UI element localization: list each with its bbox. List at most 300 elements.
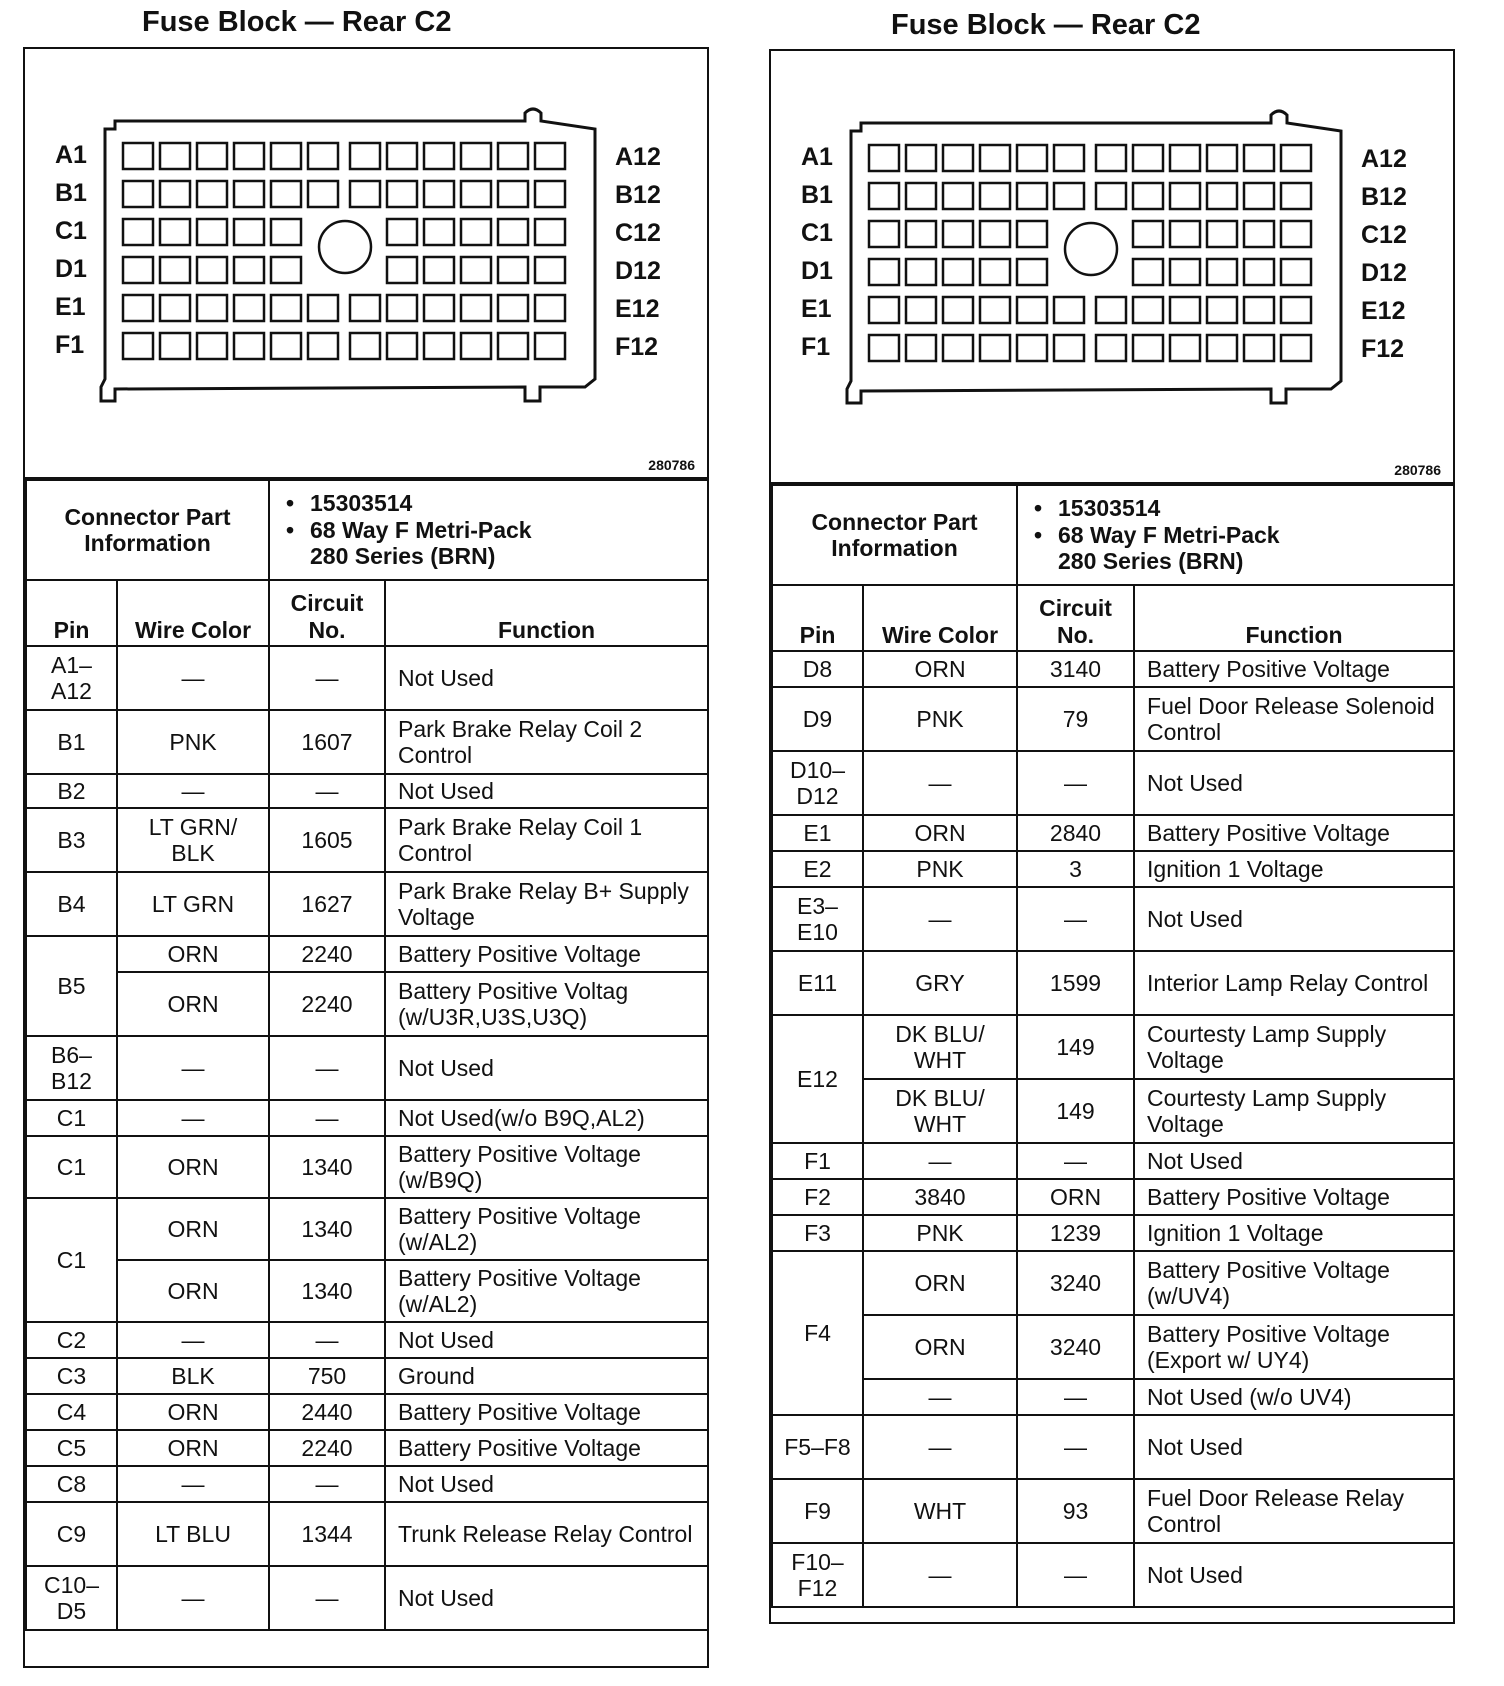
pin-cavity (498, 143, 528, 169)
pin-cavity (906, 145, 936, 171)
table-row (26, 872, 708, 936)
table-row (26, 936, 708, 972)
table-row (26, 646, 708, 710)
circuit-cell: — (269, 1036, 385, 1100)
pin-cell: B1 (26, 710, 117, 774)
pin-cavity (535, 143, 565, 169)
function-cell: Ignition 1 Voltage (1134, 851, 1454, 887)
left-panel-title: Fuse Block — Rear C2 (142, 6, 452, 38)
pin-cavity (1017, 145, 1047, 171)
pin-cavity (197, 333, 227, 359)
right-panel (769, 49, 1455, 1624)
pin-cell: F2 (772, 1179, 863, 1215)
function-cell: Battery Positive Voltage (w/UV4) (1134, 1251, 1454, 1315)
pin-cavity (308, 295, 338, 321)
left-figure-id: 280786 (648, 457, 695, 473)
table-row (26, 1502, 708, 1566)
pin-cavity (160, 333, 190, 359)
left-col-function: Function (385, 580, 708, 646)
circuit-cell: 1607 (269, 710, 385, 774)
pin-cavity (424, 333, 454, 359)
pin-cavity (943, 297, 973, 323)
function-cell: Not Used (385, 774, 708, 808)
pin-cavity (1096, 297, 1126, 323)
pin-cavity (1133, 221, 1163, 247)
function-cell: Ignition 1 Voltage (1134, 1215, 1454, 1251)
left-row-end-f: F12 (615, 333, 659, 361)
right-column-headers (772, 585, 1454, 651)
pin-cavity (234, 257, 264, 283)
function-cell: Battery Positive Voltage (385, 936, 708, 972)
polarization-hole (1065, 223, 1117, 275)
circuit-cell: 3 (1017, 851, 1134, 887)
circuit-cell: 149 (1017, 1079, 1134, 1143)
function-cell: Ground (385, 1358, 708, 1394)
pin-cavity (123, 295, 153, 321)
pin-cell: E1 (772, 815, 863, 851)
function-cell: Not Used (385, 646, 708, 710)
left-row-end-e: E12 (615, 295, 660, 323)
table-row (26, 1322, 708, 1358)
right-connector-figure (771, 51, 1453, 484)
right-table-body (772, 651, 1454, 1607)
pin-cavity (123, 257, 153, 283)
pin-cavity (980, 183, 1010, 209)
pin-cell: C3 (26, 1358, 117, 1394)
circuit-cell: 1605 (269, 808, 385, 872)
pin-cavity (1017, 221, 1047, 247)
pin-cell: A1–A12 (26, 646, 117, 710)
table-row (26, 1036, 708, 1100)
pin-cavity (906, 183, 936, 209)
pin-cell: C8 (26, 1466, 117, 1502)
table-row (772, 1251, 1454, 1315)
pin-cell: C1 (26, 1198, 117, 1322)
function-cell: Trunk Release Relay Control (385, 1502, 708, 1566)
pin-cavity (1207, 183, 1237, 209)
function-cell: Not Used (1134, 1143, 1454, 1179)
function-cell: Not Used(w/o B9Q,AL2) (385, 1100, 708, 1136)
table-row (26, 1198, 708, 1260)
wire-color-cell: — (117, 1100, 269, 1136)
function-cell: Park Brake Relay Coil 2 Control (385, 710, 708, 774)
pin-cavity (234, 181, 264, 207)
circuit-cell: 1340 (269, 1260, 385, 1322)
function-cell: Fuel Door Release Solenoid Control (1134, 687, 1454, 751)
table-row (772, 951, 1454, 1015)
pin-cavity (1017, 259, 1047, 285)
table-row (772, 1479, 1454, 1543)
right-row-end-d: D12 (1361, 259, 1407, 287)
circuit-cell: 1599 (1017, 951, 1134, 1015)
table-row (772, 1179, 1454, 1215)
right-col-circuit: Circuit No. (1017, 585, 1134, 651)
left-col-circuit: Circuit No. (269, 580, 385, 646)
right-row-end-f: F12 (1361, 335, 1405, 363)
circuit-cell: — (269, 1466, 385, 1502)
function-cell: Not Used (385, 1466, 708, 1502)
table-row (772, 815, 1454, 851)
pin-cavity (980, 145, 1010, 171)
pin-cavity (424, 143, 454, 169)
pin-cavity (1133, 335, 1163, 361)
pin-cell: D9 (772, 687, 863, 751)
circuit-cell: 93 (1017, 1479, 1134, 1543)
pin-cavity (123, 219, 153, 245)
circuit-cell: 3140 (1017, 651, 1134, 687)
table-row (26, 710, 708, 774)
circuit-cell: — (1017, 1543, 1134, 1607)
table-row (26, 808, 708, 872)
pin-cavity (1096, 183, 1126, 209)
pin-cavity (160, 257, 190, 283)
right-connector-info-details (1017, 485, 1454, 585)
wire-color-cell: PNK (863, 687, 1017, 751)
pin-cell: B3 (26, 808, 117, 872)
pin-cavity (1170, 259, 1200, 285)
right-row-label-e: E1 (801, 295, 832, 323)
pin-cavity (350, 333, 380, 359)
pin-cavity (869, 335, 899, 361)
right-col-wire: Wire Color (863, 585, 1017, 651)
pin-cell: C5 (26, 1430, 117, 1466)
function-cell: Not Used (385, 1036, 708, 1100)
pin-cavity (906, 259, 936, 285)
pin-cavity (197, 143, 227, 169)
pin-cavity (271, 143, 301, 169)
pin-cavity (160, 295, 190, 321)
pin-cavity (498, 181, 528, 207)
pin-cavity (197, 219, 227, 245)
pin-cavity (498, 333, 528, 359)
pin-cavity (1281, 183, 1311, 209)
pin-cavity (943, 145, 973, 171)
right-col-function: Function (1134, 585, 1454, 651)
table-row (772, 651, 1454, 687)
pin-cavity (234, 219, 264, 245)
pin-cavity (387, 219, 417, 245)
right-row-label-a: A1 (801, 143, 833, 171)
wire-color-cell: — (863, 1143, 1017, 1179)
wire-color-cell: — (863, 887, 1017, 951)
pin-cell: F4 (772, 1251, 863, 1415)
function-cell: Battery Positive Voltage (1134, 815, 1454, 851)
pin-cavity (160, 143, 190, 169)
table-row (26, 1358, 708, 1394)
circuit-cell: — (1017, 887, 1134, 951)
table-row (772, 751, 1454, 815)
pin-cavity (869, 183, 899, 209)
circuit-cell: — (269, 1100, 385, 1136)
pin-cavity (461, 181, 491, 207)
right-row-label-d: D1 (801, 257, 833, 285)
wire-color-cell: — (117, 774, 269, 808)
left-connector-series: 280 Series (BRN) (310, 543, 496, 570)
function-cell: Battery Positive Voltage (w/AL2) (385, 1260, 708, 1322)
left-connector-desc: • 68 Way F Metri-Pack (310, 517, 701, 543)
left-row-label-a: A1 (55, 141, 87, 169)
wire-color-cell: — (117, 1322, 269, 1358)
wire-color-cell: ORN (117, 1136, 269, 1198)
pin-cavity (869, 297, 899, 323)
pin-cavity (498, 219, 528, 245)
pin-cavity (461, 143, 491, 169)
wire-color-cell: — (863, 1415, 1017, 1479)
circuit-cell: 2240 (269, 1430, 385, 1466)
function-cell: Interior Lamp Relay Control (1134, 951, 1454, 1015)
circuit-cell: 2240 (269, 936, 385, 972)
wire-color-cell: — (117, 1036, 269, 1100)
pin-cavity (461, 295, 491, 321)
right-row-end-b: B12 (1361, 183, 1407, 211)
right-connector-body (847, 111, 1341, 403)
wire-color-cell: LT GRN/ BLK (117, 808, 269, 872)
wire-color-cell: PNK (117, 710, 269, 774)
right-row-label-c: C1 (801, 219, 833, 247)
wire-color-cell: — (863, 1379, 1017, 1415)
circuit-cell: — (269, 1322, 385, 1358)
left-connector-body (101, 109, 595, 401)
pin-cavity (424, 295, 454, 321)
wire-color-cell: ORN (863, 1251, 1017, 1315)
left-row-end-c: C12 (615, 219, 661, 247)
pin-cavity (1244, 221, 1274, 247)
pin-cell: D8 (772, 651, 863, 687)
pin-cell: F1 (772, 1143, 863, 1179)
pin-cavity (1170, 145, 1200, 171)
circuit-cell: — (269, 774, 385, 808)
wire-color-cell: 3840 (863, 1179, 1017, 1215)
table-row (772, 851, 1454, 887)
left-row-label-e: E1 (55, 293, 86, 321)
pin-cavity (1133, 259, 1163, 285)
pin-cavity (461, 257, 491, 283)
pin-cell: E12 (772, 1015, 863, 1143)
circuit-cell: 1344 (269, 1502, 385, 1566)
right-panel-title: Fuse Block — Rear C2 (891, 9, 1201, 41)
wire-color-cell: ORN (863, 1315, 1017, 1379)
function-cell: Not Used (1134, 1415, 1454, 1479)
table-row (26, 1466, 708, 1502)
circuit-cell: 3240 (1017, 1315, 1134, 1379)
pin-cavity (197, 295, 227, 321)
pin-cavity (271, 333, 301, 359)
pin-cavity (197, 181, 227, 207)
left-connector-diagram (25, 49, 707, 479)
pin-cell: F3 (772, 1215, 863, 1251)
pin-cavity (1244, 259, 1274, 285)
table-row (26, 1260, 708, 1322)
left-connector-info-header: Connector Part Information (26, 480, 269, 580)
left-pin-table (25, 479, 709, 1631)
pin-cavity (1207, 145, 1237, 171)
wire-color-cell: BLK (117, 1358, 269, 1394)
pin-cavity (1207, 335, 1237, 361)
table-row (772, 1143, 1454, 1179)
left-row-label-f: F1 (55, 331, 85, 359)
wire-color-cell: LT BLU (117, 1502, 269, 1566)
pin-cavity (1133, 145, 1163, 171)
pin-cavity (1281, 221, 1311, 247)
pin-cavity (1133, 183, 1163, 209)
table-row (772, 1015, 1454, 1079)
circuit-cell: — (1017, 751, 1134, 815)
pin-cell: C4 (26, 1394, 117, 1430)
function-cell: Not Used (1134, 887, 1454, 951)
left-panel (23, 47, 709, 1668)
table-row (772, 887, 1454, 951)
circuit-cell: ORN (1017, 1179, 1134, 1215)
table-row (26, 774, 708, 808)
circuit-cell: — (269, 646, 385, 710)
pin-cell: E2 (772, 851, 863, 887)
pin-cell: F9 (772, 1479, 863, 1543)
pin-cavity (160, 219, 190, 245)
pin-cavity (123, 333, 153, 359)
pin-cavity (535, 219, 565, 245)
wire-color-cell: DK BLU/ WHT (863, 1079, 1017, 1143)
wire-color-cell: WHT (863, 1479, 1017, 1543)
wire-color-cell: ORN (117, 936, 269, 972)
right-row-end-e: E12 (1361, 297, 1406, 325)
pin-cavity (980, 297, 1010, 323)
left-column-headers (26, 580, 708, 646)
pin-cavity (1244, 183, 1274, 209)
pin-cavity (234, 333, 264, 359)
circuit-cell: 750 (269, 1358, 385, 1394)
wire-color-cell: ORN (117, 1430, 269, 1466)
left-connector-figure (25, 49, 707, 479)
pin-cavity (271, 181, 301, 207)
right-connector-desc: • 68 Way F Metri-Pack (1058, 522, 1447, 548)
left-col-pin: Pin (26, 580, 117, 646)
right-connector-info-header: Connector Part Information (772, 485, 1017, 585)
pin-cell: E3–E10 (772, 887, 863, 951)
right-row-label-b: B1 (801, 181, 833, 209)
pin-cell: C2 (26, 1322, 117, 1358)
pin-cavity (1017, 183, 1047, 209)
function-cell: Battery Positive Voltage (Export w/ UY4) (1134, 1315, 1454, 1379)
right-part-number: • 15303514 (1058, 495, 1447, 521)
wire-color-cell: ORN (117, 1260, 269, 1322)
pin-cell: E11 (772, 951, 863, 1015)
pin-cavity (308, 333, 338, 359)
table-row (772, 687, 1454, 751)
left-row-end-d: D12 (615, 257, 661, 285)
pin-cavity (906, 335, 936, 361)
polarization-hole (319, 221, 371, 273)
table-row (26, 1394, 708, 1430)
pin-cavity (1170, 297, 1200, 323)
pin-cavity (350, 143, 380, 169)
function-cell: Not Used (1134, 1543, 1454, 1607)
left-table-body (26, 646, 708, 1630)
circuit-cell: 2440 (269, 1394, 385, 1430)
pin-cavity (1281, 145, 1311, 171)
right-pin-table (771, 484, 1455, 1608)
pin-cavity (1244, 297, 1274, 323)
pin-cavity (1170, 183, 1200, 209)
pin-cavity (1244, 335, 1274, 361)
function-cell: Not Used (385, 1322, 708, 1358)
pin-cavity (906, 221, 936, 247)
wire-color-cell: ORN (863, 651, 1017, 687)
table-row (772, 1543, 1454, 1607)
pin-cavity (1096, 145, 1126, 171)
wire-color-cell: PNK (863, 1215, 1017, 1251)
pin-cavity (308, 181, 338, 207)
pin-cavity (234, 295, 264, 321)
pin-cavity (271, 219, 301, 245)
pin-cavity (1054, 183, 1084, 209)
pin-cavity (308, 143, 338, 169)
wire-color-cell: GRY (863, 951, 1017, 1015)
left-part-number: • 15303514 (310, 490, 701, 516)
function-cell: Courtesty Lamp Supply Voltage (1134, 1015, 1454, 1079)
pin-cavity (869, 145, 899, 171)
right-connector-diagram (771, 51, 1453, 484)
function-cell: Courtesty Lamp Supply Voltage (1134, 1079, 1454, 1143)
function-cell: Battery Positive Voltage (w/AL2) (385, 1198, 708, 1260)
pin-cavity (123, 181, 153, 207)
pin-cell: B4 (26, 872, 117, 936)
pin-cavity (943, 259, 973, 285)
pin-cell: B6–B12 (26, 1036, 117, 1100)
pin-cell: F5–F8 (772, 1415, 863, 1479)
table-row (772, 1315, 1454, 1379)
table-row (26, 1100, 708, 1136)
pin-cavity (424, 219, 454, 245)
pin-cavity (1054, 145, 1084, 171)
wire-color-cell: ORN (863, 815, 1017, 851)
circuit-cell: 149 (1017, 1015, 1134, 1079)
pin-cavity (461, 219, 491, 245)
pin-cavity (350, 181, 380, 207)
function-cell: Park Brake Relay B+ Supply Voltage (385, 872, 708, 936)
pin-cavity (943, 221, 973, 247)
table-row (26, 1566, 708, 1630)
function-cell: Park Brake Relay Coil 1 Control (385, 808, 708, 872)
pin-cavity (535, 181, 565, 207)
left-col-wire: Wire Color (117, 580, 269, 646)
left-row-end-a: A12 (615, 143, 661, 171)
pin-cavity (535, 333, 565, 359)
pin-cavity (387, 295, 417, 321)
function-cell: Fuel Door Release Relay Control (1134, 1479, 1454, 1543)
pin-cavity (906, 297, 936, 323)
pin-cell: C1 (26, 1136, 117, 1198)
pin-cavity (271, 257, 301, 283)
pin-cell: C1 (26, 1100, 117, 1136)
circuit-cell: 2240 (269, 972, 385, 1036)
pin-cavity (535, 295, 565, 321)
pin-cavity (461, 333, 491, 359)
pin-cavity (1096, 335, 1126, 361)
circuit-cell: 1627 (269, 872, 385, 936)
pin-cell: C9 (26, 1502, 117, 1566)
function-cell: Battery Positive Voltage (w/B9Q) (385, 1136, 708, 1198)
table-row (772, 1379, 1454, 1415)
pin-cavity (350, 295, 380, 321)
wire-color-cell: ORN (117, 1198, 269, 1260)
pin-cavity (1281, 335, 1311, 361)
wire-color-cell: DK BLU/ WHT (863, 1015, 1017, 1079)
pin-cell: F10–F12 (772, 1543, 863, 1607)
left-row-label-b: B1 (55, 179, 87, 207)
pin-cell: B5 (26, 936, 117, 1036)
circuit-cell: — (269, 1566, 385, 1630)
table-row (772, 1215, 1454, 1251)
